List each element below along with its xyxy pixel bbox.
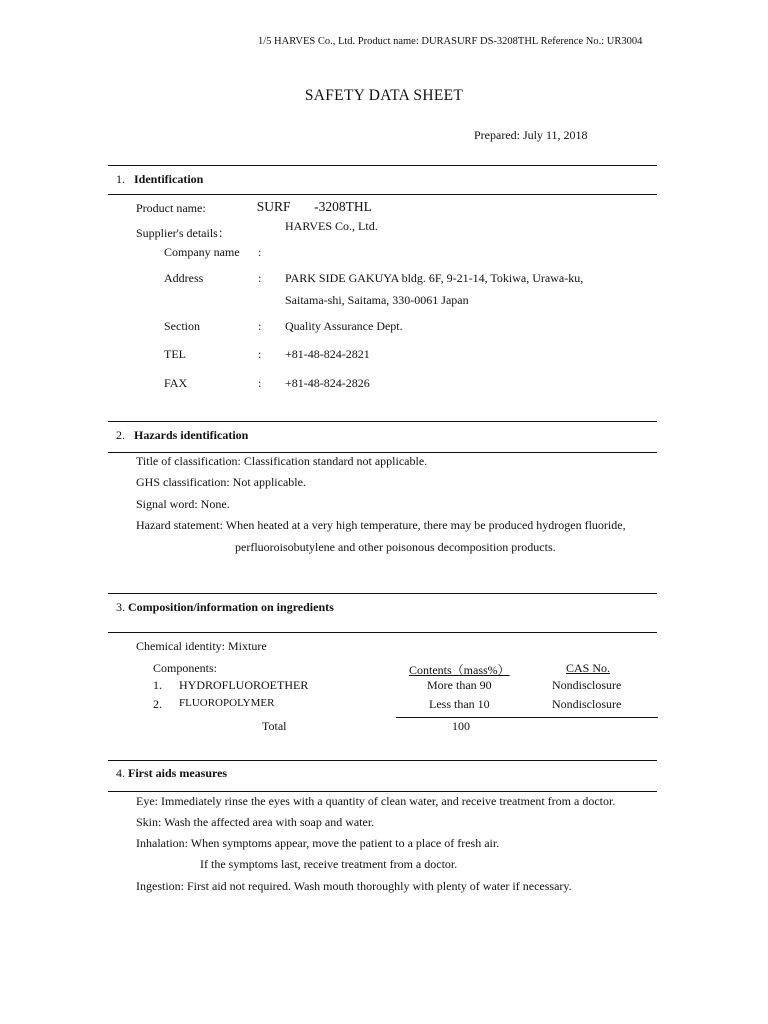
hazard-line: Hazard statement: When heated at a very high temperature, there may be produced hydrogen fluoride, <box>136 518 626 532</box>
section-4-heading <box>116 766 227 781</box>
field-label: TEL <box>164 347 186 361</box>
hazard-line: perfluoroisobutylene and other poisonous decomposition products. <box>235 540 556 554</box>
component-content: Less than 10 <box>429 697 490 711</box>
total-label: Total <box>262 719 287 733</box>
field-value: +81-48-824-2821 <box>285 347 370 361</box>
supplier-value: HARVES Co., Ltd. <box>285 219 378 233</box>
section-rule <box>108 593 657 594</box>
component-name: FLUOROPOLYMER <box>179 697 275 709</box>
hazard-line: Title of classification: Classification standard not applicable. <box>136 454 428 468</box>
field-value: Quality Assurance Dept. <box>285 319 403 333</box>
product-name-label: Product name: <box>136 201 206 215</box>
supplier-label: Supplier's details： <box>136 226 230 240</box>
field-label: Section <box>164 319 200 333</box>
document-title <box>0 87 768 105</box>
first-aid-line: Eye: Immediately rinse the eyes with a quantity of clean water, and receive treatment from a doctor. <box>136 794 616 808</box>
hazard-line: GHS classification: Not applicable. <box>136 475 306 489</box>
product-name-value: SURF -3208THL <box>254 199 372 214</box>
section-rule <box>108 452 657 453</box>
cas-header: CAS No. <box>566 661 611 675</box>
section-number: 3. <box>116 600 125 614</box>
component-number: 1. <box>153 678 162 692</box>
component-cas: Nondisclosure <box>552 697 622 711</box>
field-colon: : <box>258 245 262 259</box>
field-value: +81-48-824-2826 <box>285 376 370 390</box>
section-rule <box>108 194 657 195</box>
section-rule <box>108 632 657 633</box>
address-line-1: PARK SIDE GAKUYA bldg. 6F, 9-21-14, Tokiwa, Urawa-ku, <box>285 271 584 285</box>
section-number: 2. <box>116 428 125 442</box>
section-title: First aids measures <box>128 766 228 780</box>
document-title-text: SAFETY DATA SHEET <box>304 87 464 104</box>
component-cas: Nondisclosure <box>552 678 622 692</box>
field-colon: : <box>258 347 262 361</box>
component-content: More than 90 <box>427 678 492 692</box>
field-colon: : <box>258 271 262 285</box>
field-colon: : <box>258 319 262 333</box>
section-3-heading <box>116 600 334 615</box>
first-aid-line: Ingestion: First aid not required. Wash mouth thoroughly with plenty of water if necessary. <box>136 879 572 893</box>
chemical-identity: Chemical identity: Mixture <box>136 639 267 653</box>
field-label: Address <box>164 271 204 285</box>
field-colon: : <box>258 376 262 390</box>
running-header: 1/5 HARVES Co., Ltd. Product name: DURASURF DS-3208THL Reference No.: UR3004 <box>258 36 643 47</box>
first-aid-line: Inhalation: When symptoms appear, move the patient to a place of fresh air. <box>136 836 500 850</box>
section-1-heading <box>116 172 203 187</box>
section-rule <box>108 760 657 761</box>
first-aid-line: Skin: Wash the affected area with soap and water. <box>136 815 375 829</box>
section-title: Hazards identification <box>134 428 249 442</box>
field-label: FAX <box>164 376 188 390</box>
components-header: Components: <box>153 661 218 675</box>
prepared-date: Prepared: July 11, 2018 <box>474 128 588 142</box>
address-line-2: Saitama-shi, Saitama, 330-0061 Japan <box>285 293 469 307</box>
total-rule <box>396 717 658 718</box>
contents-header: Contents（mass%） <box>409 663 510 677</box>
section-number: 4. <box>116 766 125 780</box>
component-number: 2. <box>153 697 162 711</box>
total-value: 100 <box>452 719 470 733</box>
section-2-heading <box>116 428 248 443</box>
hazard-line: Signal word: None. <box>136 497 230 511</box>
section-rule <box>108 421 657 422</box>
section-rule <box>108 791 657 792</box>
section-title: Composition/information on ingredients <box>128 600 334 614</box>
section-number: 1. <box>116 172 125 186</box>
component-name: HYDROFLUOROETHER <box>179 678 309 692</box>
first-aid-line: If the symptoms last, receive treatment from a doctor. <box>200 857 458 871</box>
section-rule <box>108 165 657 166</box>
section-title: Identification <box>134 172 204 186</box>
field-label: Company name <box>164 245 240 259</box>
